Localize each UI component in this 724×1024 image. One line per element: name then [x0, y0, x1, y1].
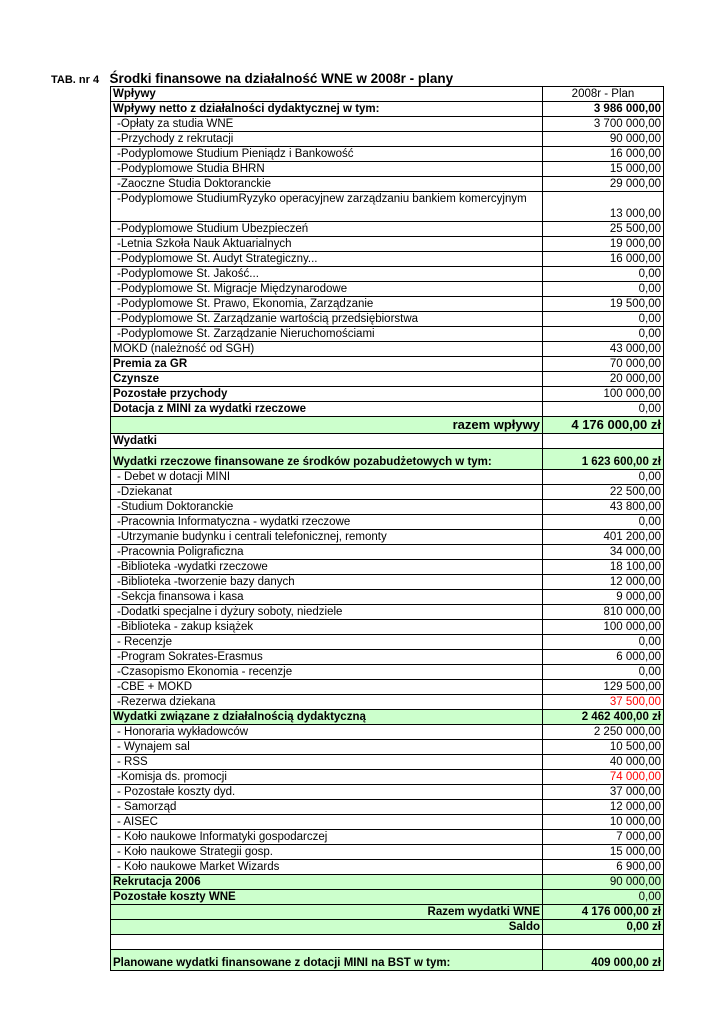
table-row [111, 252, 664, 267]
table-row [111, 650, 664, 665]
table-row [111, 560, 664, 575]
row-value: 18 100,00 [543, 560, 664, 575]
table-row [111, 695, 664, 710]
table-row [111, 710, 664, 725]
table-row [111, 755, 664, 770]
row-label: - RSS [111, 755, 543, 770]
row-label: -Podyplomowe StudiumRyzyko operacyjnew zarządzaniu bankiem komercyjnym [111, 192, 543, 222]
table-row [111, 620, 664, 635]
row-label: -Program Sokrates-Erasmus [111, 650, 543, 665]
row-value: 9 000,00 [543, 590, 664, 605]
row-label: Premia za GR [111, 357, 543, 372]
table-row [111, 282, 664, 297]
table-row [111, 890, 664, 905]
row-label: -Zaoczne Studia Doktoranckie [111, 177, 543, 192]
row-value: 90 000,00 [543, 875, 664, 890]
row-label: -Dziekanat [111, 485, 543, 500]
table-row [111, 605, 664, 620]
row-label: - Koło naukowe Informatyki gospodarczej [111, 830, 543, 845]
row-label: Wydatki związane z działalnością dydaktyczną [111, 710, 543, 725]
row-label: Wydatki [111, 434, 543, 449]
table-row [111, 875, 664, 890]
row-value: 43 800,00 [543, 500, 664, 515]
table-row [111, 372, 664, 387]
row-label: Saldo [111, 920, 543, 935]
row-value: 12 000,00 [543, 575, 664, 590]
table-row [111, 387, 664, 402]
row-label: -Pracownia Informatyczna - wydatki rzeczowe [111, 515, 543, 530]
row-label [111, 935, 543, 950]
finance-table-body [111, 87, 664, 971]
table-row [111, 312, 664, 327]
row-value: 2 250 000,00 [543, 725, 664, 740]
table-row [111, 485, 664, 500]
row-label: Pozostałe koszty WNE [111, 890, 543, 905]
table-row [111, 590, 664, 605]
row-label: - Pozostałe koszty dyd. [111, 785, 543, 800]
row-label: Rekrutacja 2006 [111, 875, 543, 890]
table-row [111, 297, 664, 312]
table-row [111, 845, 664, 860]
table-row [111, 327, 664, 342]
table-row [111, 950, 664, 971]
document-title: Środki finansowe na działalność WNE w 2008r - plany [109, 71, 454, 86]
row-label: - Samorząd [111, 800, 543, 815]
row-label: -Letnia Szkoła Nauk Aktuarialnych [111, 237, 543, 252]
row-value: 13 000,00 [543, 192, 664, 222]
table-row [111, 102, 664, 117]
table-row [111, 860, 664, 875]
table-row [111, 800, 664, 815]
table-row [111, 237, 664, 252]
row-label: -Pracownia Poligraficzna [111, 545, 543, 560]
row-label: MOKD (należność od SGH) [111, 342, 543, 357]
row-label: -Komisja ds. promocji [111, 770, 543, 785]
table-row [111, 530, 664, 545]
table-row [111, 132, 664, 147]
row-value: 43 000,00 [543, 342, 664, 357]
table-row [111, 665, 664, 680]
row-value: 40 000,00 [543, 755, 664, 770]
table-row [111, 680, 664, 695]
row-value: 409 000,00 zł [543, 950, 664, 971]
row-label: Dotacja z MINI za wydatki rzeczowe [111, 402, 543, 417]
row-label: - Honoraria wykładowców [111, 725, 543, 740]
row-label: -Podyplomowe St. Prawo, Ekonomia, Zarządzanie [111, 297, 543, 312]
table-row [111, 117, 664, 132]
table-row [111, 192, 664, 222]
header-label: Wpływy [111, 87, 543, 102]
table-row [111, 402, 664, 417]
row-label: -Podyplomowe St. Migracje Międzynarodowe [111, 282, 543, 297]
row-label: - Koło naukowe Market Wizards [111, 860, 543, 875]
table-row [111, 740, 664, 755]
table-row [111, 575, 664, 590]
row-value: 37 500,00 [543, 695, 664, 710]
row-value: 19 500,00 [543, 297, 664, 312]
row-value: 16 000,00 [543, 147, 664, 162]
table-row [111, 177, 664, 192]
table-row [111, 770, 664, 785]
row-value: 0,00 [543, 402, 664, 417]
row-value: 74 000,00 [543, 770, 664, 785]
row-value: 34 000,00 [543, 545, 664, 560]
row-value: 15 000,00 [543, 845, 664, 860]
row-label: -Studium Doktoranckie [111, 500, 543, 515]
table-row [111, 785, 664, 800]
table-row [111, 417, 664, 434]
row-value: 2 462 400,00 zł [543, 710, 664, 725]
row-label: -Biblioteka -tworzenie bazy danych [111, 575, 543, 590]
row-value: 7 000,00 [543, 830, 664, 845]
header-column: 2008r - Plan [543, 87, 664, 102]
table-row [111, 449, 664, 470]
table-row [111, 515, 664, 530]
row-value: 401 200,00 [543, 530, 664, 545]
row-value: 6 900,00 [543, 860, 664, 875]
row-label: -Przychody z rekrutacji [111, 132, 543, 147]
row-value: 3 700 000,00 [543, 117, 664, 132]
table-row [111, 815, 664, 830]
table-row [111, 470, 664, 485]
row-label: -Podyplomowe Studium Pieniądz i Bankowość [111, 147, 543, 162]
row-label: -Podyplomowe Studia BHRN [111, 162, 543, 177]
row-value: 0,00 [543, 515, 664, 530]
row-label: Wydatki rzeczowe finansowane ze środków pozabudżetowych w tym: [111, 449, 543, 470]
row-label: -Podyplomowe St. Jakość... [111, 267, 543, 282]
row-value: 0,00 [543, 665, 664, 680]
table-row [111, 935, 664, 950]
row-label: Pozostałe przychody [111, 387, 543, 402]
row-value: 6 000,00 [543, 650, 664, 665]
row-value: 0,00 [543, 267, 664, 282]
row-label: Wpływy netto z działalności dydaktycznej w tym: [111, 102, 543, 117]
finance-table [110, 86, 664, 971]
row-label: - Debet w dotacji MINI [111, 470, 543, 485]
row-value: 10 000,00 [543, 815, 664, 830]
row-value: 4 176 000,00 zł [543, 905, 664, 920]
row-label: Planowane wydatki finansowane z dotacji MINI na BST w tym: [111, 950, 543, 971]
row-label: razem wpływy [111, 417, 543, 434]
row-label: -Dodatki specjalne i dyżury soboty, niedziele [111, 605, 543, 620]
row-label: - Koło naukowe Strategii gosp. [111, 845, 543, 860]
row-value: 70 000,00 [543, 357, 664, 372]
row-label: - AISEC [111, 815, 543, 830]
table-row [111, 500, 664, 515]
table-row [111, 162, 664, 177]
row-label: -Biblioteka -wydatki rzeczowe [111, 560, 543, 575]
table-row [111, 342, 664, 357]
table-row [111, 635, 664, 650]
row-value: 4 176 000,00 zł [543, 417, 664, 434]
row-label: -Utrzymanie budynku i centrali telefonicznej, remonty [111, 530, 543, 545]
row-value: 0,00 [543, 470, 664, 485]
row-label: Razem wydatki WNE [111, 905, 543, 920]
row-label: -Podyplomowe St. Zarządzanie Nieruchomościami [111, 327, 543, 342]
table-row [111, 920, 664, 935]
table-row [111, 545, 664, 560]
row-value: 29 000,00 [543, 177, 664, 192]
row-value: 16 000,00 [543, 252, 664, 267]
row-value: 0,00 [543, 635, 664, 650]
row-value: 37 000,00 [543, 785, 664, 800]
row-value: 19 000,00 [543, 237, 664, 252]
table-number: TAB. nr 4 [51, 74, 100, 86]
row-value: 0,00 [543, 282, 664, 297]
row-value: 100 000,00 [543, 620, 664, 635]
row-value: 3 986 000,00 [543, 102, 664, 117]
row-label: -Czasopismo Ekonomia - recenzje [111, 665, 543, 680]
row-value: 0,00 zł [543, 920, 664, 935]
table-header-row [111, 87, 664, 102]
row-label: -Rezerwa dziekana [111, 695, 543, 710]
row-value: 90 000,00 [543, 132, 664, 147]
row-value: 1 623 600,00 zł [543, 449, 664, 470]
table-row [111, 222, 664, 237]
row-value [543, 434, 664, 449]
row-value: 20 000,00 [543, 372, 664, 387]
row-label: -Opłaty za studia WNE [111, 117, 543, 132]
table-row [111, 434, 664, 449]
row-value [543, 935, 664, 950]
table-row [111, 357, 664, 372]
row-label: -Sekcja finansowa i kasa [111, 590, 543, 605]
row-label: -Podyplomowe Studium Ubezpieczeń [111, 222, 543, 237]
row-value: 15 000,00 [543, 162, 664, 177]
row-value: 25 500,00 [543, 222, 664, 237]
row-label: -Podyplomowe St. Audyt Strategiczny... [111, 252, 543, 267]
row-value: 0,00 [543, 327, 664, 342]
row-value: 810 000,00 [543, 605, 664, 620]
row-label: -CBE + MOKD [111, 680, 543, 695]
row-label: - Recenzje [111, 635, 543, 650]
row-value: 0,00 [543, 890, 664, 905]
row-value: 129 500,00 [543, 680, 664, 695]
row-value: 12 000,00 [543, 800, 664, 815]
row-value: 10 500,00 [543, 740, 664, 755]
table-row [111, 147, 664, 162]
table-row [111, 267, 664, 282]
row-value: 22 500,00 [543, 485, 664, 500]
row-label: - Wynajem sal [111, 740, 543, 755]
row-label: -Podyplomowe St. Zarządzanie wartością przedsiębiorstwa [111, 312, 543, 327]
row-value: 100 000,00 [543, 387, 664, 402]
table-row [111, 905, 664, 920]
row-label: Czynsze [111, 372, 543, 387]
table-row [111, 725, 664, 740]
table-row [111, 830, 664, 845]
row-value: 0,00 [543, 312, 664, 327]
row-label: -Biblioteka - zakup książek [111, 620, 543, 635]
